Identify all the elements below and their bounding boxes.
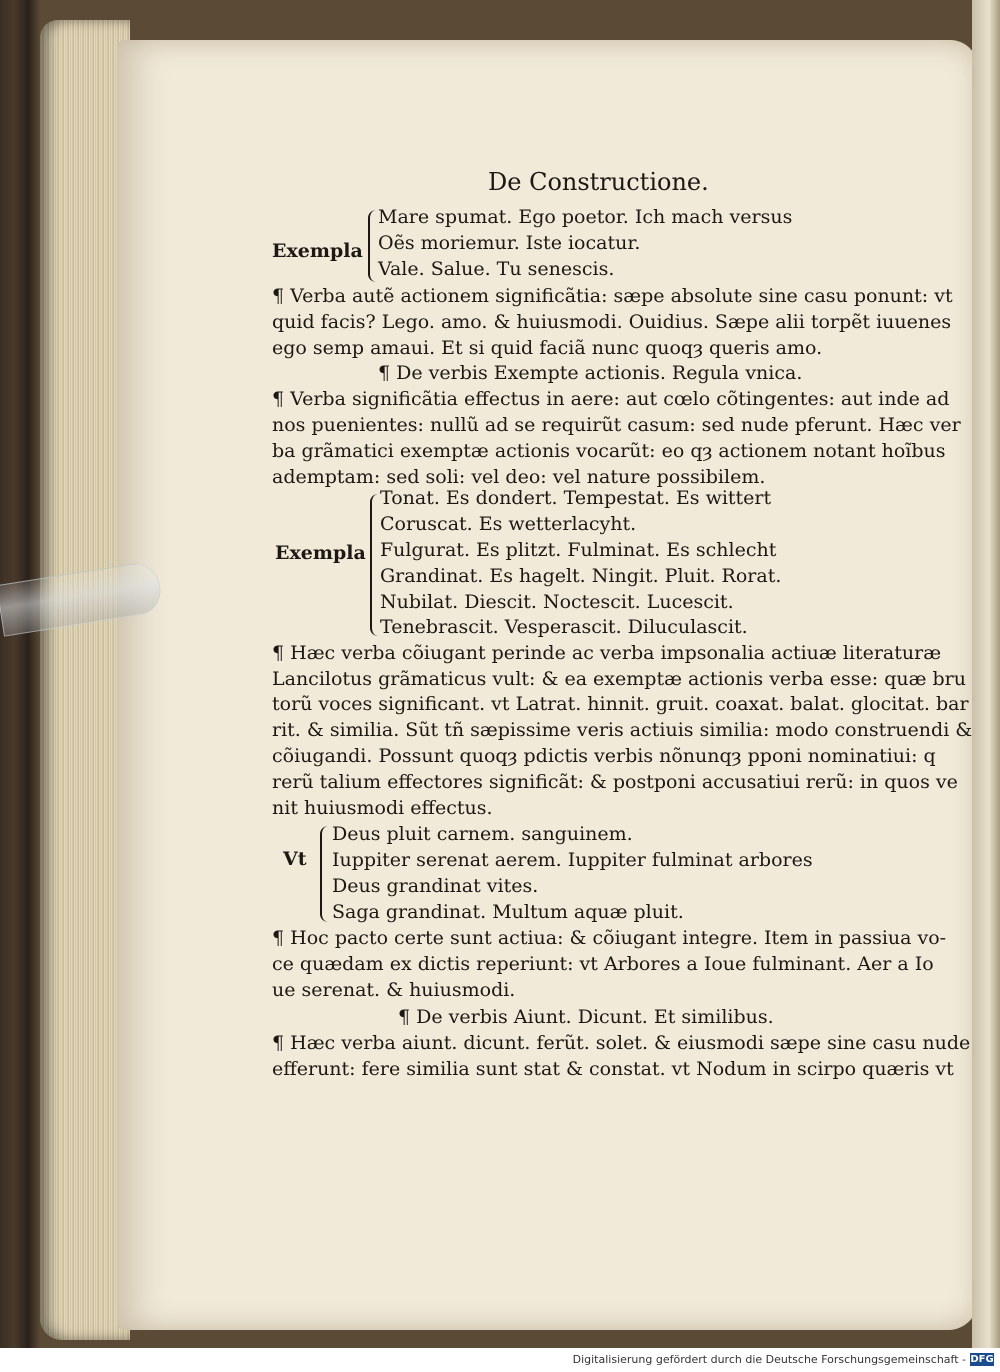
- examples-label-1: Exempla: [272, 240, 363, 262]
- example-line: Mare spumat. Ego poetor. Ich mach versus: [378, 206, 793, 228]
- text-line: torũ voces significant. vt Latrat. hinnit. gruit. coaxat. balat. glocitat. bar: [272, 693, 969, 715]
- example-line: Iuppiter serenat aerem. Iuppiter fulminat arbores: [332, 849, 813, 871]
- brace-2: [370, 494, 378, 636]
- text-line: rit. & similia. Sũt tñ sæpissime veris actiuis similia: modo construendi &: [272, 719, 973, 741]
- text-line: efferunt: fere similia sunt stat & constat. vt Nodum in scirpo quæris vt: [272, 1058, 954, 1080]
- example-line: Oẽs moriemur. Iste iocatur.: [378, 232, 641, 254]
- funding-notice: Digitalisierung gefördert durch die Deutsche Forschungsgemeinschaft -: [572, 1353, 966, 1366]
- example-line: Nubilat. Diescit. Noctescit. Lucescit.: [380, 591, 734, 613]
- example-line: Vale. Salue. Tu senescis.: [378, 258, 615, 280]
- brace-1: [368, 210, 376, 282]
- text-line: cõiugandi. Possunt quoqȝ pdictis verbis nõnunqȝ pponi nominatiui: q: [272, 745, 936, 767]
- vt-label: Vt: [283, 848, 307, 870]
- text-line: ¶ Verba autẽ actionem significãtia: sæpe absolute sine casu ponunt: vt: [272, 285, 953, 307]
- examples-label-2: Exempla: [275, 542, 366, 564]
- section-heading: ¶ De verbis Aiunt. Dicunt. Et similibus.: [398, 1006, 774, 1028]
- text-line: nit huiusmodi effectus.: [272, 797, 493, 819]
- text-line: ue serenat. & huiusmodi.: [272, 979, 516, 1001]
- text-line: quid facis? Lego. amo. & huiusmodi. Ouidius. Sæpe alii torpẽt iuuenes: [272, 311, 952, 333]
- text-line: ¶ Hæc verba aiunt. dicunt. ferũt. solet. & eiusmodi sæpe sine casu nude: [272, 1032, 971, 1054]
- example-line: Deus pluit carnem. sanguinem.: [332, 823, 633, 845]
- running-head: De Constructione.: [488, 168, 709, 196]
- example-line: Coruscat. Es wetterlacyht.: [380, 513, 637, 535]
- footer-bar: [0, 1348, 1000, 1372]
- text-line: ¶ Verba significãtia effectus in aere: aut cœlo cõtingentes: aut inde ad: [272, 388, 950, 410]
- example-line: Tenebrascit. Vesperascit. Diluculascit.: [380, 616, 748, 638]
- example-line: Tonat. Es dondert. Tempestat. Es wittert: [380, 487, 772, 509]
- text-line: ¶ Hoc pacto certe sunt actiua: & cõiugant integre. Item in passiua vo-: [272, 927, 947, 949]
- brace-3: [320, 826, 328, 922]
- text-line: Lancilotus grãmaticus vult: & ea exemptæ actionis verba esse: quæ bru: [272, 668, 967, 690]
- example-line: Grandinat. Es hagelt. Ningit. Pluit. Rorat.: [380, 565, 782, 587]
- dfg-logo: DFG: [970, 1354, 994, 1365]
- section-heading: ¶ De verbis Exempte actionis. Regula vnica.: [378, 362, 803, 384]
- text-line: ¶ Hæc verba cõiugant perinde ac verba impsonalia actiuæ literaturæ: [272, 642, 942, 664]
- text-line: ego semp amaui. Et si quid faciã nunc quoqȝ queris amo.: [272, 337, 823, 359]
- text-line: nos puenientes: nullũ ad se requirũt casum: sed nude pferunt. Hæc ver: [272, 414, 961, 436]
- text-line: ademptam: sed soli: vel deo: vel nature possibilem.: [272, 466, 766, 488]
- text-line: ce quædam ex dictis reperiunt: vt Arbores a Ioue fulminant. Aer a Io: [272, 953, 934, 975]
- example-line: Fulgurat. Es plitzt. Fulminat. Es schlecht: [380, 539, 777, 561]
- text-line: ba grãmatici exemptæ actionis vocarũt: eo qȝ actionem notant hoĩbus: [272, 440, 946, 462]
- example-line: Saga grandinat. Multum aquæ pluit.: [332, 901, 684, 923]
- example-line: Deus grandinat vites.: [332, 875, 539, 897]
- text-line: rerũ talium effectores significãt: & postponi accusatiui rerũ: in quos ve: [272, 771, 958, 793]
